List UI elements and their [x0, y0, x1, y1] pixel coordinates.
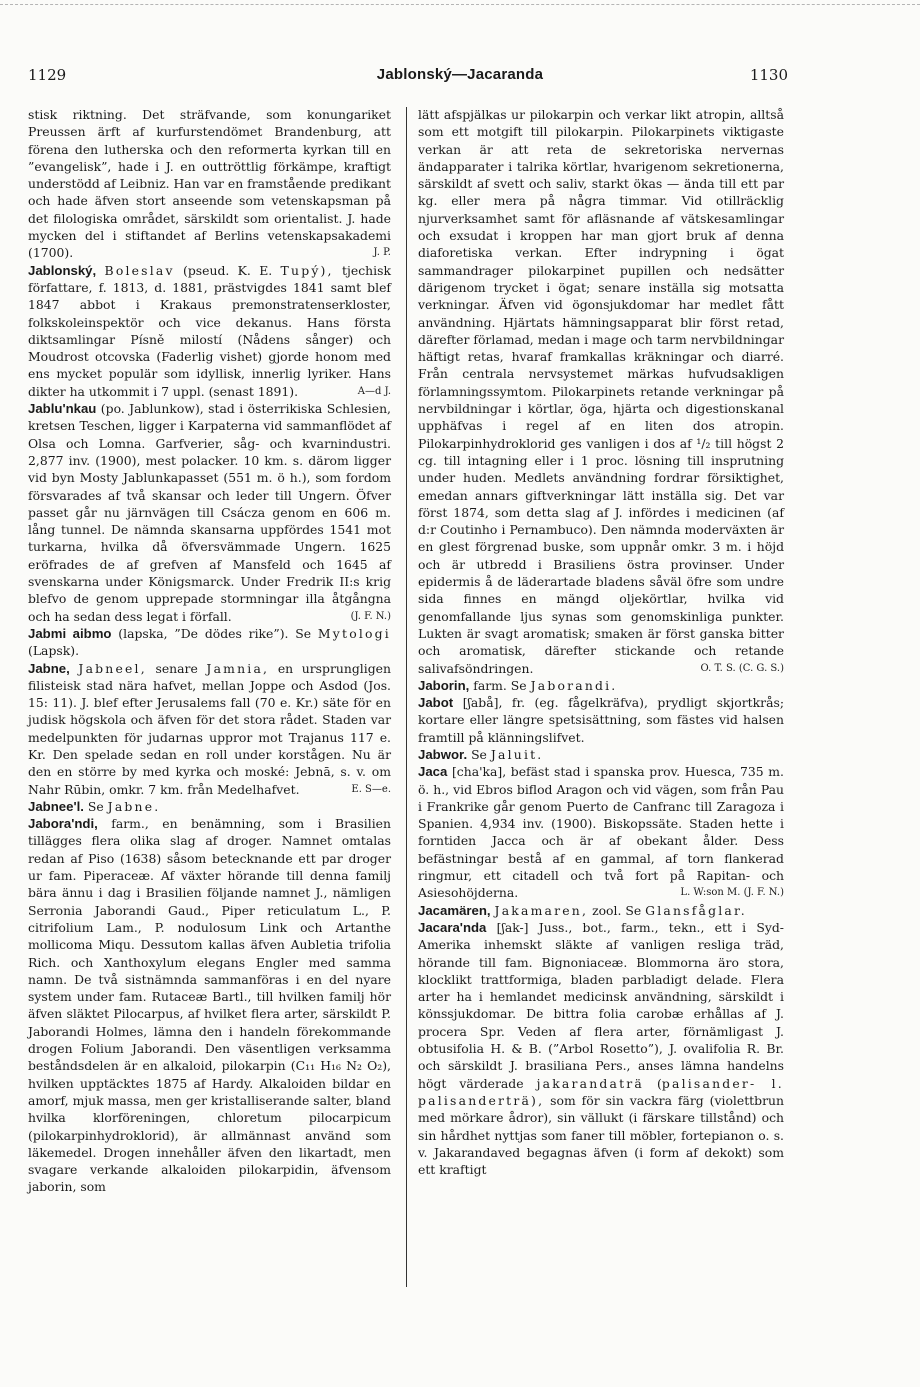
author-signature: J. P. [373, 247, 391, 259]
entry-text: (pseud. K. E. [183, 262, 273, 278]
entry-text: zool. Se [592, 902, 642, 918]
entry-jabwor [418, 746, 784, 763]
headword: Jabora'ndi, [28, 816, 98, 832]
spaced-name: Jakamaren, [494, 902, 589, 918]
page-number-left: 1129 [28, 66, 67, 84]
entry-text: som för sin vackra färg (violettbrun med mörkare ådror), sin vällukt (i färskare tillstånd) och sin hårdhet nyttjas som faner till möbler, fortepianon o. s. v. Jakarandaved begagnas äfven (i form af dekokt) som ett kraftigt [418, 1092, 784, 1178]
cross-reference: Jabne. [107, 798, 161, 814]
spaced-name: Jabneel, [78, 660, 147, 676]
column-divider [406, 107, 407, 1287]
running-title: Jablonský—Jacaranda [376, 66, 544, 83]
entry-jacaranda [418, 919, 784, 1178]
spaced-term: palisander- l. palisanderträ), [418, 1075, 784, 1108]
headword: Jabwor. [418, 746, 468, 762]
headword: Jaca [418, 764, 448, 780]
headword: Jablu'nkau [28, 401, 97, 417]
entry-text: [ʃak-] Juss., bot., farm., tekn., ett i Syd-Amerika inhemskt släkte af vanligen resliga träd, hörande till fam. Bignoniaceæ. Blommorna äro stora, klocklikt trattformiga, bladen parbladigt delade. Flera arter ha i hemlandet medicinsk användning, särskildt i könssjukdomar. De bittra folia carobæ erhållas af J. procera Spr. Veden af flera arter, förnämligast J. obtusifolia H. & B. (”Arbol Rosetto”), J. ovalifolia R. Br. och särskildt J. brasiliana Pers., anses lämna handelns högt värderade [418, 919, 784, 1091]
page-number-right: 1130 [749, 66, 788, 84]
entry-text: en ursprungligen filisteisk stad nära hafvet, mellan Joppe och Asdod (Jos. 15: 11). J. blef efter Jerusalems fall (70 e. Kr.) säte för en judisk högskola och äfven för det stora rådet. Staden var medelpunkten för judarnas uppror mot Trajanus 117 e. Kr. Den spelade sedan en roll under korstågen. Nu är den en större by med kyrka och moské: Jebnā, s. v. om Nahr Rūbin, omkr. 7 km. från Medelhafvet. [28, 660, 391, 797]
entry-jabot [418, 694, 784, 746]
entry-jaborandi [28, 815, 391, 1196]
headword: Jabnee'l. [28, 798, 84, 814]
entry-jaborin [418, 677, 784, 694]
entry-text: (Lapsk). [28, 643, 80, 659]
paragraph-text: lätt afspjälkas ur pilokarpin och verkar likt atropin, alltså som ett motgift till pilokarpin. Pilokarpinets viktigaste verkan är att reta de sekretoriska nervernas ändapparater i talrika körtlar, hvarigenom sekretionerna, särskildt af svett och saliv, starkt ökas — ända till ett par kg. eller mera på några timmar. Vid otillräcklig njurverksamhet samt för afläsnande af vätskesamlingar och exsudat i kroppen har man gjort bruk af denna diaforetiska verkan. Efter indrypning i ögat sammandrager pilokarpinet pupillen och nedsätter därigenom trycket i ögat; senare inställa sig motsatta verkningar. Äfven vid ögonsjukdomar har medlet fått användning. Hjärtats hämningsapparat blir först retad, därefter förlamad, medan i mage och tarm nervbildningar häftigt retas, hvaraf framkallas kräkningar och diarré. Från centrala nervsystemet märkas hufvudsakligen förlamningssymtom. Pilokarpinets retande verkningar på nervbildningar i körtlar, öga, hjärta och digestionskanal upphäfvas i regel af en liten dos atropin. Pilokarpinhydroklorid ges vanligen i dos af ¹/₂ till högst 2 cg. till intagning eller i 1 proc. lösning till insprutning under huden. Medlets användning fordrar försiktighet, emedan annars giftverkningar lätt inställa sig. Det var först 1874, som detta slag af J. infördes i medicinen (af d:r Coutinho i Pernambuco). Den nämnda moderväxten är en glest förgrenad buske, som uppnår omkr. 3 m. i höjd och är utbredd i Brasiliens östra provinser. Under epidermis å de läderartade bladens såväl öfre som undre sida finnes en mängd oljekörtlar, hvilka vid genomfallande ljus synas som genomskinliga punkter. Lukten är svagt aromatisk; smaken är först ganska bitter och aromatisk, därefter stickande och retande salivafsöndringen. [418, 107, 784, 676]
entry-text: farm., en benämning, som i Brasilien tillägges flera olika slag af droger. Namnet omtalas redan af Piso (1638) såsom betecknande ett par droger ur fam. Piperaceæ. Af växter hörande till denna familj bära ännu i dag i Brasilien följande namnet J., nämligen Serronia Jaborandi Gaud., Piper reticulatum L., P. citrifolium Lam., P. nodulosum Link och Artanthe mollicoma Miqu. Dessutom kallas äfven Aubletia trifolia Rich. och Xanthoxylum elegans Engler med samma namn. De två sistnämnda sammanföras i en del nyare system under fam. Rutaceæ Bartl., till hvilken familj hör äfven släktet Pilocarpus, af hvilket flera arter, särskildt P. Jaborandi Holmes, lämna den i handeln förekommande drogen Folium Jaborandi. Den väsentligen verksamma beståndsdelen är en alkaloid, pilokarpin (C₁₁ H₁₆ N₂ O₂), hvilken upptäcktes 1875 af Hardy. Alkaloiden bildar en amorf, mjuk massa, men ger kristalliserande salter, bland hvilka klorföreningen, chloretum pilocarpicum (pilokarpinhydroklorid), är allmännast använd som läkemedel. Drogen innehåller äfven den likartadt, men svagare verkande alkaloiden pilokarpidin, äfvensom jaborin, som [28, 816, 391, 1195]
entry-text: Se [471, 746, 487, 762]
spaced-name: Tupý), [280, 262, 334, 278]
author-signature: A—d J. [357, 385, 391, 397]
headword: Jabne, [28, 660, 70, 676]
headword: Jabot [418, 695, 454, 711]
entry-text: [cha'ka], befäst stad i spanska prov. Huesca, 735 m. ö. h., vid Ebros biflod Aragon och vid vägen, som från Pau i Frankrike går genom Puerto de Canfranc till Zaragoza i Spanien. 4,934 inv. (1900). Biskopssäte. Staden hette i forntiden Jacca och är af obekant ålder. Dess befästningar bestå af en gammal, af torn flankerad ringmur, ett citadell och två fort på Rapitan- och Asiesohöjderna. [418, 764, 784, 901]
entry-text: (po. Jablunkow), stad i österrikiska Schlesien, kretsen Teschen, ligger i Karpaterna vid sammanflödet af Olsa och Lomna. Garfverier, såg- och kvarnindustri. 2,877 inv. (1900), mest polacker. 10 km. s. därom ligger vid byn Mosty Jablunkapasset (551 m. ö h.), som fordom försvarades af två skansar och leder till Ungern. Öfver passet går nu järnvägen till Csácza genom en 606 m. lång tunnel. De nämnda skansarna uppfördes 1541 mot turkarna, hvilka då öfversvämmade Ungern. 1625 eröfrades de af grefven af Mansfeld och 1645 af svenskarna under Königsmarck. Under Fredrik II:s krig blefvo de genom upprepade stormningar illa åtgångna och ha sedan dess legat i förfall. [28, 401, 391, 624]
continuation-paragraph [28, 106, 391, 262]
entry-text: senare [155, 660, 198, 676]
headword: Jabmi aibmo [28, 625, 112, 641]
headword: Jacara'nda [418, 919, 487, 935]
entry-jablunkau [28, 400, 391, 625]
entry-text: farm. Se [473, 677, 527, 693]
entry-jabne [28, 660, 391, 798]
continuation-paragraph [418, 106, 784, 677]
spaced-name: Boleslav [104, 262, 175, 278]
entry-text: tjechisk författare, f. 1813, d. 1881, prästvigdes 1841 samt blef 1847 abbot i Krakaus premonstratenserkloster, folkskoleinspektör och vice dekanus. Hans första diktsamlingar Písně milostí (Nådens sånger) och Moudrost otcovska (Faderlig vishet) gjorde honom med ens mycket populär som idyllisk, innerlig lyriker. Hans dikter ha utkommit i 7 uppl. (senast 1891). [28, 262, 391, 399]
entry-jablonsky [28, 262, 391, 400]
cross-reference: Mytologi [317, 625, 391, 641]
entry-text: (lapska, ”De dödes rike”). Se [118, 625, 312, 641]
entry-jaca [418, 763, 784, 901]
cross-reference: Glansfåglar. [645, 902, 747, 918]
scan-edge-rule [0, 4, 920, 5]
cross-reference: Jaborandi. [530, 677, 618, 693]
entry-text: ( [657, 1075, 662, 1091]
right-column [418, 106, 784, 1178]
left-column [28, 106, 391, 1196]
author-signature: L. W:son M. (J. F. N.) [680, 887, 784, 899]
spaced-name: Jamnia, [206, 660, 270, 676]
headword: Jaborin, [418, 677, 470, 693]
headword: Jacamären, [418, 902, 491, 918]
author-signature: E. S—e. [351, 783, 391, 795]
entry-jacamaren [418, 902, 784, 919]
spaced-term: jakarandaträ [536, 1075, 644, 1091]
entry-text: Se [87, 798, 104, 814]
headword: Jablonský, [28, 262, 97, 278]
entry-text: [ʃabå], fr. (eg. fågelkräfva), prydligt skjortkrås; kortare eller längre spetsisättning, som fästes vid halsen framtill på klänningslifvet. [418, 695, 784, 745]
entry-jabneel [28, 798, 391, 815]
cross-reference: Jaluit. [490, 746, 544, 762]
paragraph-text: stisk riktning. Det sträfvande, som konungariket Preussen ärft af kurfurstendömet Brandenburg, att förena den lutherska och den reformerta kyrkan till en ”evangelisk”, hade i J. en outtröttlig förkämpe, kraftigt understödd af Leibniz. Han var en framstående predikant och hade äfven stort anseende som vetenskapsman på det filologiska området, särskildt som orientalist. J. hade mycken del i stiftandet af Berlins vetenskapsakademi (1700). [28, 107, 391, 261]
entry-jabmi-aibmo [28, 625, 391, 660]
author-signature: O. T. S. (C. G. S.) [700, 662, 784, 674]
author-signature: (J. F. N.) [350, 610, 391, 622]
